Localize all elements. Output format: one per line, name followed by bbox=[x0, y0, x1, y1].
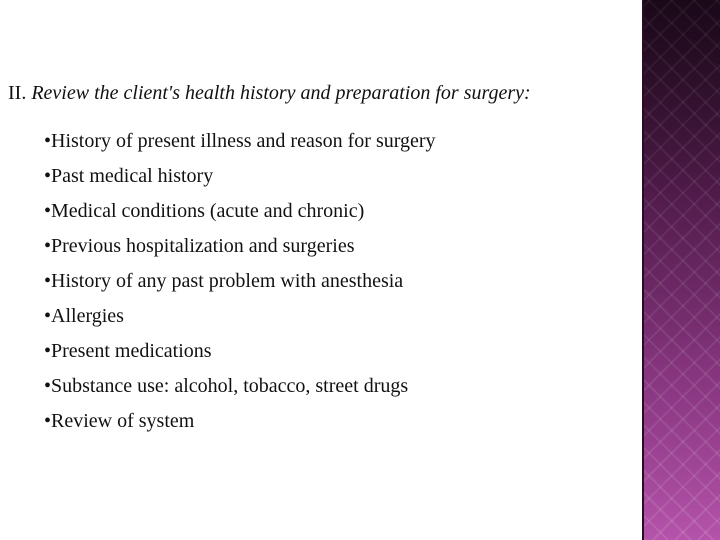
bullet: • bbox=[44, 235, 52, 257]
bullet: • bbox=[44, 130, 52, 152]
list-item bbox=[44, 369, 436, 404]
list-item-text: Medical conditions (acute and chronic) bbox=[51, 200, 365, 222]
heading-text: Review the client's health history and preparation for surgery: bbox=[31, 82, 531, 104]
list-item bbox=[44, 404, 436, 439]
bullet: • bbox=[44, 340, 52, 362]
bullet: • bbox=[44, 375, 52, 397]
bullet: • bbox=[44, 305, 52, 327]
list-item bbox=[44, 334, 436, 369]
heading-number: II. bbox=[8, 82, 27, 104]
list-item bbox=[44, 299, 436, 334]
decorative-side-band bbox=[642, 0, 720, 540]
bullet: • bbox=[44, 410, 52, 432]
list-item bbox=[44, 264, 436, 299]
list-item-text: History of any past problem with anesthesia bbox=[51, 270, 404, 292]
list-item-text: History of present illness and reason for surgery bbox=[51, 130, 436, 152]
list-item-text: Previous hospitalization and surgeries bbox=[51, 235, 355, 257]
list-item bbox=[44, 229, 436, 264]
list-item-text: Substance use: alcohol, tobacco, street drugs bbox=[51, 375, 409, 397]
list-item-text: Past medical history bbox=[51, 165, 214, 187]
list-item-text: Allergies bbox=[51, 305, 124, 327]
slide-heading bbox=[8, 78, 531, 108]
list-item-text: Review of system bbox=[51, 410, 195, 432]
bullet: • bbox=[44, 165, 52, 187]
bullet-list bbox=[44, 124, 436, 439]
list-item bbox=[44, 194, 436, 229]
bullet: • bbox=[44, 200, 52, 222]
bullet: • bbox=[44, 270, 52, 292]
list-item-text: Present medications bbox=[51, 340, 212, 362]
list-item bbox=[44, 159, 436, 194]
list-item bbox=[44, 124, 436, 159]
